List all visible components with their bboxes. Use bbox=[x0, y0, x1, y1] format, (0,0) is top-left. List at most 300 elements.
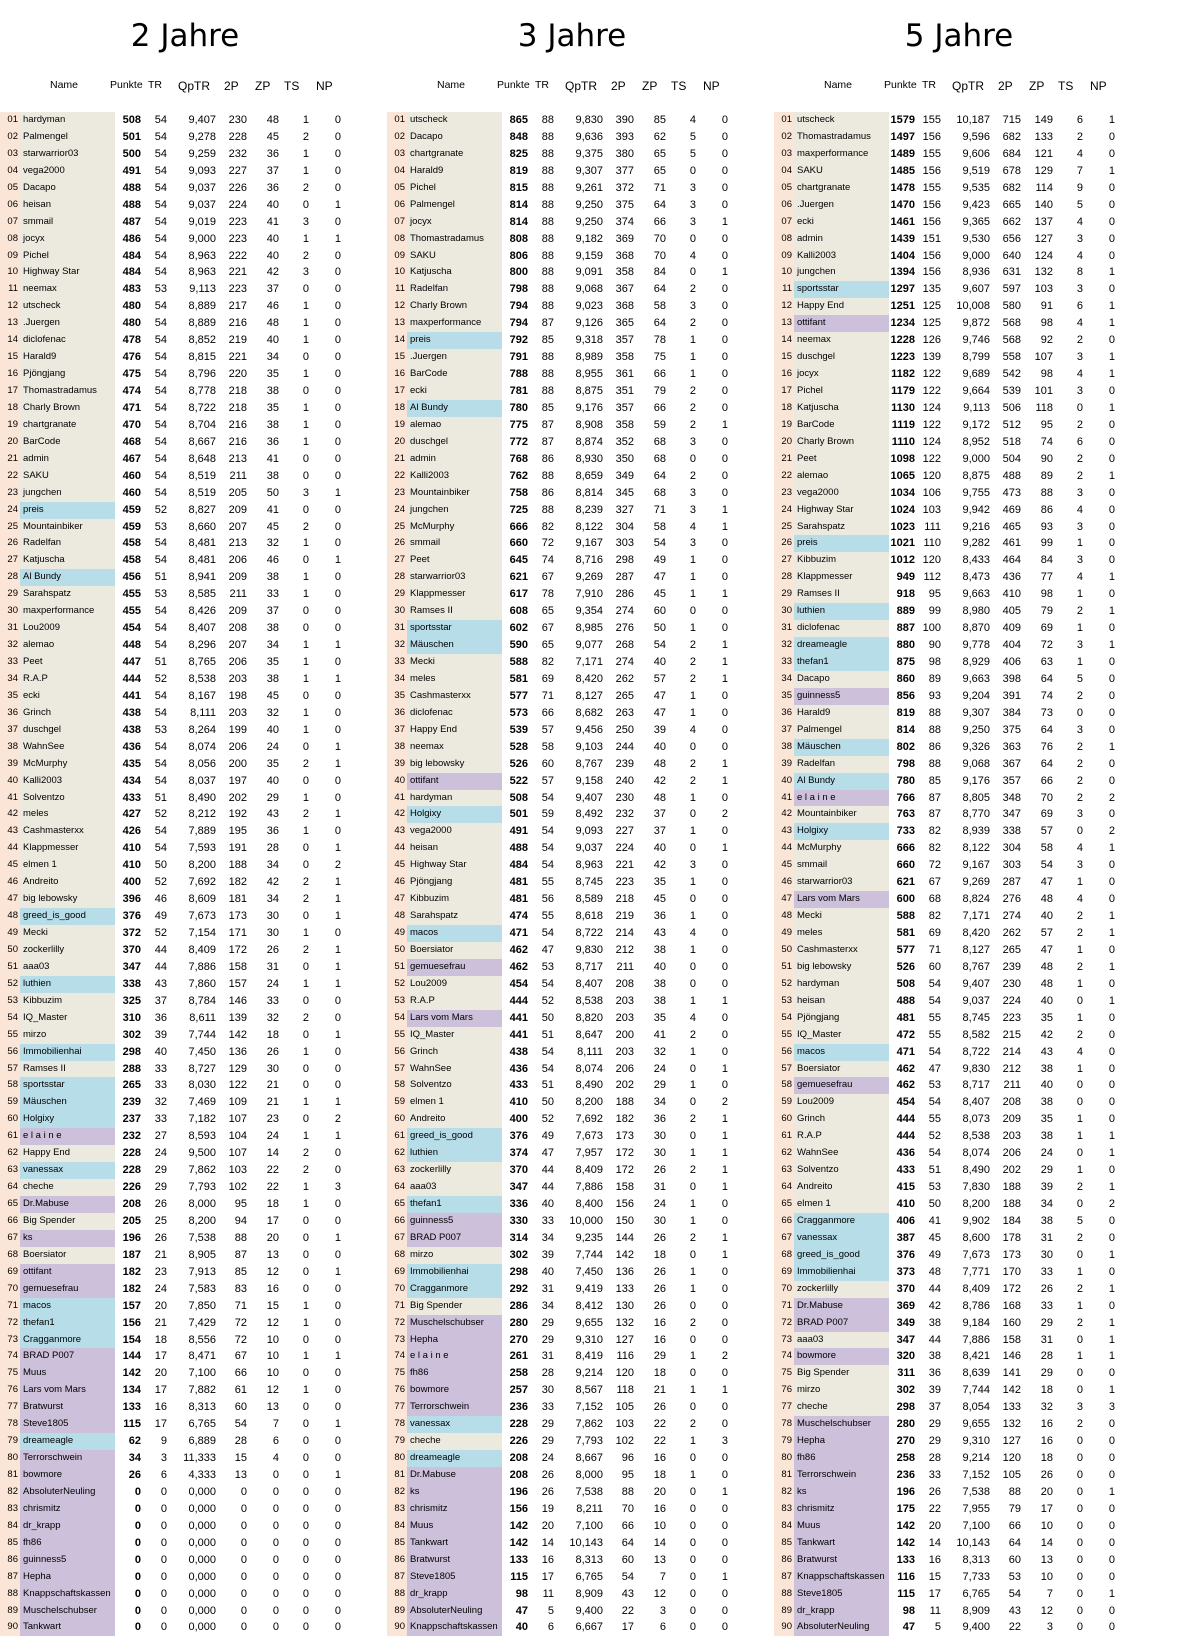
2p-cell: 188 bbox=[615, 1096, 634, 1109]
2p-cell: 188 bbox=[228, 859, 247, 872]
player-name-cell: vega2000 bbox=[20, 163, 115, 180]
tr-cell: 86 bbox=[928, 740, 941, 753]
zp-cell: 16 bbox=[653, 1502, 666, 1515]
tr-cell: 0 bbox=[160, 1485, 167, 1498]
2p-cell: 223 bbox=[228, 283, 247, 296]
ts-cell: 3 bbox=[689, 198, 696, 211]
2p-cell: 202 bbox=[1002, 1164, 1021, 1177]
rank-cell: 11 bbox=[0, 281, 20, 298]
punkte-cell: 433 bbox=[896, 1164, 915, 1177]
zp-cell: 26 bbox=[1040, 1282, 1053, 1295]
punkte-cell: 815 bbox=[509, 181, 528, 194]
tr-cell: 44 bbox=[154, 960, 167, 973]
np-cell: 0 bbox=[721, 1536, 728, 1549]
tr-cell: 9 bbox=[160, 1435, 167, 1448]
rank-cell: 68 bbox=[774, 1247, 794, 1264]
2p-cell: 158 bbox=[1002, 1333, 1021, 1346]
2p-cell: 66 bbox=[1008, 1519, 1021, 1532]
punkte-cell: 806 bbox=[509, 249, 528, 262]
punkte-cell: 349 bbox=[896, 1316, 915, 1329]
table-row bbox=[387, 1467, 777, 1484]
tr-cell: 31 bbox=[541, 1282, 554, 1295]
2p-cell: 95 bbox=[621, 1469, 634, 1481]
player-name-cell: Terrorschwein bbox=[20, 1450, 115, 1467]
zp-cell: 50 bbox=[653, 622, 666, 635]
ts-cell: 0 bbox=[689, 1062, 696, 1075]
zp-cell: 22 bbox=[266, 1181, 279, 1194]
tr-cell: 88 bbox=[541, 368, 554, 381]
np-cell: 1 bbox=[1108, 927, 1115, 939]
qptr-cell: 9,607 bbox=[962, 283, 990, 296]
table-row bbox=[774, 1535, 1164, 1552]
2p-cell: 357 bbox=[1002, 774, 1021, 787]
np-cell: 0 bbox=[334, 1519, 341, 1532]
ts-cell: 0 bbox=[1076, 994, 1083, 1007]
player-name-cell: Cashmasterxx bbox=[20, 823, 115, 840]
np-cell: 0 bbox=[334, 706, 341, 719]
qptr-cell: 9,407 bbox=[188, 114, 216, 126]
table-row bbox=[774, 1416, 1164, 1433]
ts-cell: 1 bbox=[1076, 1011, 1083, 1024]
qptr-cell: 8,875 bbox=[962, 469, 990, 482]
player-name-cell: bowmore bbox=[794, 1348, 889, 1365]
table-row bbox=[774, 146, 1164, 163]
rank-cell: 22 bbox=[774, 468, 794, 485]
np-cell: 1 bbox=[334, 757, 341, 770]
zp-cell: 118 bbox=[1035, 401, 1053, 414]
rank-cell: 79 bbox=[387, 1433, 407, 1450]
punkte-cell: 802 bbox=[896, 740, 915, 753]
np-cell: 0 bbox=[721, 147, 728, 160]
np-cell: 0 bbox=[721, 334, 728, 347]
np-cell: 1 bbox=[1108, 401, 1115, 414]
punkte-cell: 372 bbox=[122, 927, 141, 939]
qptr-cell: 7,152 bbox=[962, 1469, 990, 1481]
player-name-cell: Pichel bbox=[20, 248, 115, 265]
player-name-cell: Charly Brown bbox=[20, 400, 115, 417]
table-row bbox=[0, 840, 390, 857]
player-name-cell: gemuesefrau bbox=[20, 1281, 115, 1298]
player-name-cell: ks bbox=[794, 1484, 889, 1501]
player-name-cell: Dacapo bbox=[407, 129, 502, 146]
np-cell: 0 bbox=[721, 1079, 728, 1092]
punkte-cell: 588 bbox=[896, 910, 915, 923]
rank-cell: 15 bbox=[0, 349, 20, 366]
punkte-cell: 441 bbox=[122, 689, 141, 702]
2p-cell: 223 bbox=[228, 215, 247, 228]
rank-cell: 19 bbox=[774, 417, 794, 434]
punkte-cell: 320 bbox=[896, 1350, 915, 1363]
np-cell: 0 bbox=[334, 1079, 341, 1092]
player-name-cell: vega2000 bbox=[407, 823, 502, 840]
zp-cell: 47 bbox=[653, 706, 666, 719]
qptr-cell: 9,419 bbox=[575, 1282, 603, 1295]
header-ts: TS bbox=[1058, 79, 1074, 93]
rank-cell: 08 bbox=[774, 231, 794, 248]
np-cell: 1 bbox=[1108, 368, 1115, 381]
ts-cell: 3 bbox=[1076, 232, 1083, 245]
qptr-cell: 9,250 bbox=[575, 215, 603, 228]
zp-cell: 42 bbox=[653, 774, 666, 787]
np-cell: 1 bbox=[334, 198, 341, 211]
tr-cell: 47 bbox=[541, 943, 554, 956]
np-cell: 2 bbox=[721, 1350, 728, 1363]
np-cell: 0 bbox=[1108, 1502, 1115, 1515]
tr-cell: 88 bbox=[541, 130, 554, 143]
punkte-cell: 1065 bbox=[890, 469, 915, 482]
table-row bbox=[0, 1365, 390, 1382]
rank-cell: 27 bbox=[0, 552, 20, 569]
table-row bbox=[0, 1569, 390, 1586]
tr-cell: 111 bbox=[924, 520, 941, 533]
qptr-cell: 8,400 bbox=[575, 1198, 603, 1210]
rank-cell: 42 bbox=[0, 806, 20, 823]
player-name-cell: R.A.P bbox=[407, 993, 502, 1010]
punkte-cell: 484 bbox=[509, 859, 528, 872]
qptr-cell: 8,313 bbox=[962, 1553, 990, 1566]
ts-cell: 0 bbox=[302, 452, 309, 465]
2p-cell: 54 bbox=[1008, 1587, 1021, 1600]
np-cell: 0 bbox=[1108, 537, 1115, 550]
punkte-cell: 265 bbox=[122, 1079, 141, 1092]
ts-cell: 4 bbox=[1076, 249, 1083, 262]
np-cell: 0 bbox=[334, 791, 341, 804]
ts-cell: 0 bbox=[302, 1621, 309, 1634]
2p-cell: 239 bbox=[1002, 960, 1021, 973]
header-np: NP bbox=[703, 79, 720, 93]
np-cell: 1 bbox=[1108, 1384, 1115, 1397]
ts-cell: 4 bbox=[1076, 893, 1083, 906]
player-name-cell: Knappschaftskassen bbox=[794, 1569, 889, 1586]
tr-cell: 17 bbox=[928, 1587, 941, 1600]
player-name-cell: chartgranate bbox=[20, 417, 115, 434]
zp-cell: 50 bbox=[266, 486, 279, 499]
rank-cell: 45 bbox=[387, 857, 407, 874]
np-cell: 0 bbox=[334, 300, 341, 313]
tr-cell: 122 bbox=[922, 452, 941, 465]
tr-cell: 88 bbox=[928, 723, 941, 736]
player-name-cell: vanessax bbox=[794, 1230, 889, 1247]
zp-cell: 58 bbox=[653, 300, 666, 313]
tr-cell: 47 bbox=[928, 1062, 941, 1075]
tr-cell: 55 bbox=[928, 1011, 941, 1024]
table-row bbox=[774, 739, 1164, 756]
ts-cell: 0 bbox=[302, 198, 309, 211]
qptr-cell: 8,745 bbox=[962, 1011, 990, 1024]
ts-cell: 4 bbox=[1076, 842, 1083, 855]
rank-cell: 20 bbox=[387, 434, 407, 451]
2p-cell: 303 bbox=[1002, 859, 1021, 872]
rank-cell: 74 bbox=[387, 1348, 407, 1365]
punkte-cell: 860 bbox=[896, 672, 915, 685]
zp-cell: 54 bbox=[653, 537, 666, 550]
zp-cell: 0 bbox=[272, 1587, 279, 1600]
np-cell: 0 bbox=[721, 1214, 728, 1227]
table-row bbox=[387, 1315, 777, 1332]
qptr-cell: 8,963 bbox=[188, 249, 216, 262]
punkte-cell: 462 bbox=[896, 1062, 915, 1075]
ts-cell: 0 bbox=[302, 605, 309, 618]
qptr-cell: 0,000 bbox=[188, 1553, 216, 1566]
punkte-cell: 772 bbox=[509, 435, 528, 448]
np-cell: 0 bbox=[1108, 1604, 1115, 1617]
table-row bbox=[774, 1247, 1164, 1264]
qptr-cell: 8,073 bbox=[962, 1113, 990, 1126]
rank-cell: 29 bbox=[774, 586, 794, 603]
qptr-cell: 0,000 bbox=[188, 1519, 216, 1532]
punkte-cell: 1119 bbox=[891, 418, 915, 431]
punkte-cell: 470 bbox=[122, 418, 141, 431]
tr-cell: 23 bbox=[154, 1265, 167, 1278]
table-row bbox=[774, 502, 1164, 519]
zp-cell: 13 bbox=[266, 1401, 279, 1414]
player-name-cell: IQ_Master bbox=[20, 1010, 115, 1027]
table-row bbox=[0, 705, 390, 722]
table-row bbox=[0, 400, 390, 417]
2p-cell: 232 bbox=[228, 147, 247, 160]
qptr-cell: 8,519 bbox=[188, 469, 216, 482]
punkte-cell: 410 bbox=[509, 1096, 528, 1109]
zp-cell: 64 bbox=[1040, 672, 1053, 685]
qptr-cell: 8,567 bbox=[575, 1384, 603, 1397]
ts-cell: 1 bbox=[302, 706, 309, 719]
punkte-cell: 237 bbox=[122, 1113, 141, 1126]
tr-cell: 33 bbox=[154, 1079, 167, 1092]
rank-cell: 86 bbox=[0, 1552, 20, 1569]
table-row bbox=[387, 1433, 777, 1450]
punkte-cell: 115 bbox=[123, 1418, 141, 1431]
rank-cell: 64 bbox=[0, 1179, 20, 1196]
zp-cell: 66 bbox=[653, 401, 666, 414]
qptr-cell: 9,184 bbox=[962, 1316, 990, 1329]
punkte-cell: 314 bbox=[509, 1231, 528, 1244]
zp-cell: 59 bbox=[653, 418, 666, 431]
tr-cell: 52 bbox=[154, 808, 167, 821]
2p-cell: 367 bbox=[1002, 757, 1021, 770]
qptr-cell: 7,692 bbox=[575, 1113, 603, 1126]
table-row bbox=[774, 1399, 1164, 1416]
qptr-cell: 8,667 bbox=[575, 1452, 603, 1465]
qptr-cell: 8,824 bbox=[962, 893, 990, 906]
ts-cell: 2 bbox=[1076, 418, 1083, 431]
zp-cell: 29 bbox=[653, 1079, 666, 1092]
tr-cell: 55 bbox=[541, 876, 554, 889]
2p-cell: 61 bbox=[234, 1384, 247, 1397]
player-name-cell: ecki bbox=[20, 688, 115, 705]
player-name-cell: Thomastradamus bbox=[407, 231, 502, 248]
qptr-cell: 9,204 bbox=[962, 689, 990, 702]
qptr-cell: 8,200 bbox=[188, 859, 216, 872]
rank-cell: 83 bbox=[0, 1501, 20, 1518]
punkte-cell: 1489 bbox=[890, 147, 915, 160]
player-name-cell: diclofenac bbox=[20, 332, 115, 349]
player-name-cell: sportsstar bbox=[407, 620, 502, 637]
np-cell: 2 bbox=[721, 808, 728, 821]
zp-cell: 26 bbox=[653, 1265, 666, 1278]
punkte-cell: 1021 bbox=[890, 537, 915, 550]
table-row bbox=[774, 1433, 1164, 1450]
np-cell: 3 bbox=[721, 1435, 728, 1448]
2p-cell: 66 bbox=[234, 1367, 247, 1380]
rank-cell: 47 bbox=[774, 891, 794, 908]
2p-cell: 203 bbox=[615, 994, 634, 1007]
player-name-cell: Steve1805 bbox=[407, 1569, 502, 1586]
ts-cell: 0 bbox=[302, 351, 309, 364]
rank-cell: 52 bbox=[387, 976, 407, 993]
punkte-cell: 376 bbox=[509, 1130, 528, 1143]
rank-cell: 07 bbox=[387, 214, 407, 231]
np-cell: 0 bbox=[334, 1570, 341, 1583]
tr-cell: 16 bbox=[154, 1401, 167, 1414]
2p-cell: 203 bbox=[615, 1045, 634, 1058]
header-np: NP bbox=[1090, 79, 1107, 93]
punkte-cell: 396 bbox=[122, 893, 141, 906]
np-cell: 0 bbox=[334, 825, 341, 838]
punkte-cell: 280 bbox=[509, 1316, 528, 1329]
punkte-cell: 1461 bbox=[890, 215, 915, 228]
ts-cell: 2 bbox=[689, 774, 696, 787]
table-row bbox=[387, 705, 777, 722]
player-name-cell: .Juergen bbox=[407, 349, 502, 366]
zp-cell: 36 bbox=[266, 147, 279, 160]
tr-cell: 54 bbox=[154, 266, 167, 279]
rank-cell: 13 bbox=[0, 315, 20, 332]
punkte-cell: 444 bbox=[896, 1130, 915, 1143]
punkte-cell: 144 bbox=[122, 1350, 141, 1363]
qptr-cell: 8,200 bbox=[188, 1214, 216, 1227]
zp-cell: 17 bbox=[1040, 1502, 1053, 1515]
punkte-cell: 196 bbox=[122, 1231, 141, 1244]
np-cell: 0 bbox=[1108, 706, 1115, 719]
ts-cell: 1 bbox=[1076, 622, 1083, 635]
np-cell: 1 bbox=[721, 1181, 728, 1194]
2p-cell: 172 bbox=[615, 1147, 634, 1160]
punkte-cell: 438 bbox=[122, 706, 141, 719]
rank-cell: 73 bbox=[387, 1332, 407, 1349]
tr-cell: 5 bbox=[934, 1621, 941, 1634]
2p-cell: 504 bbox=[1002, 452, 1021, 465]
tr-cell: 69 bbox=[541, 672, 554, 685]
tr-cell: 26 bbox=[154, 1198, 167, 1210]
qptr-cell: 9,235 bbox=[575, 1231, 603, 1244]
rank-cell: 09 bbox=[0, 248, 20, 265]
table-row bbox=[387, 959, 777, 976]
qptr-cell: 7,538 bbox=[962, 1485, 990, 1498]
table-row bbox=[387, 163, 777, 180]
player-name-cell: alemao bbox=[20, 637, 115, 654]
player-name-cell: starwarrior03 bbox=[20, 146, 115, 163]
tr-cell: 50 bbox=[541, 1011, 554, 1024]
tr-cell: 44 bbox=[541, 1181, 554, 1194]
2p-cell: 265 bbox=[1002, 943, 1021, 956]
tr-cell: 156 bbox=[922, 164, 941, 177]
2p-cell: 352 bbox=[615, 435, 634, 448]
punkte-cell: 369 bbox=[896, 1299, 915, 1312]
2p-cell: 230 bbox=[615, 791, 634, 804]
np-cell: 1 bbox=[334, 740, 341, 753]
2p-cell: 368 bbox=[615, 300, 634, 313]
player-name-cell: starwarrior03 bbox=[794, 874, 889, 891]
punkte-cell: 374 bbox=[509, 1147, 528, 1160]
ts-cell: 0 bbox=[302, 554, 309, 567]
2p-cell: 287 bbox=[615, 571, 634, 584]
tr-cell: 16 bbox=[541, 1553, 554, 1566]
zp-cell: 48 bbox=[653, 757, 666, 770]
punkte-cell: 336 bbox=[509, 1198, 528, 1210]
table-row bbox=[387, 112, 777, 129]
2p-cell: 207 bbox=[228, 639, 247, 652]
table-row bbox=[0, 349, 390, 366]
rank-cell: 63 bbox=[774, 1162, 794, 1179]
table-row bbox=[0, 1450, 390, 1467]
ts-cell: 2 bbox=[302, 249, 309, 262]
qptr-cell: 8,908 bbox=[575, 418, 603, 431]
ts-cell: 0 bbox=[302, 774, 309, 787]
qptr-cell: 8,200 bbox=[962, 1198, 990, 1210]
rank-cell: 33 bbox=[774, 654, 794, 671]
qptr-cell: 7,889 bbox=[188, 825, 216, 838]
ts-cell: 3 bbox=[1076, 639, 1083, 652]
player-name-cell: meles bbox=[20, 806, 115, 823]
qptr-cell: 9,000 bbox=[188, 232, 216, 245]
zp-cell: 33 bbox=[266, 994, 279, 1007]
qptr-cell: 8,727 bbox=[188, 1062, 216, 1075]
zp-cell: 21 bbox=[653, 1384, 666, 1397]
table-row bbox=[774, 1145, 1164, 1162]
tr-cell: 124 bbox=[922, 435, 941, 448]
qptr-cell: 8,820 bbox=[575, 1011, 603, 1024]
np-cell: 2 bbox=[721, 1096, 728, 1109]
player-name-cell: thefan1 bbox=[794, 654, 889, 671]
np-cell: 0 bbox=[334, 368, 341, 381]
ts-cell: 0 bbox=[689, 605, 696, 618]
zp-cell: 98 bbox=[1040, 368, 1053, 381]
2p-cell: 105 bbox=[1002, 1469, 1021, 1481]
qptr-cell: 0,000 bbox=[188, 1485, 216, 1498]
qptr-cell: 9,282 bbox=[962, 537, 990, 550]
zp-cell: 70 bbox=[653, 232, 666, 245]
np-cell: 0 bbox=[721, 723, 728, 736]
zp-cell: 30 bbox=[653, 1130, 666, 1143]
ts-cell: 3 bbox=[302, 486, 309, 499]
qptr-cell: 9,278 bbox=[188, 130, 216, 143]
table-row bbox=[0, 1213, 390, 1230]
2p-cell: 265 bbox=[615, 689, 634, 702]
tr-cell: 17 bbox=[154, 1418, 167, 1431]
table-row bbox=[774, 790, 1164, 807]
table-row bbox=[0, 1433, 390, 1450]
qptr-cell: 9,596 bbox=[962, 130, 990, 143]
table-row bbox=[774, 281, 1164, 298]
player-name-cell: SAKU bbox=[20, 468, 115, 485]
zp-cell: 29 bbox=[1040, 1316, 1053, 1329]
np-cell: 0 bbox=[334, 452, 341, 465]
table-row bbox=[387, 891, 777, 908]
rank-cell: 35 bbox=[0, 688, 20, 705]
zp-cell: 26 bbox=[653, 1299, 666, 1312]
np-cell: 0 bbox=[721, 927, 728, 939]
2p-cell: 262 bbox=[615, 672, 634, 685]
rank-cell: 26 bbox=[387, 535, 407, 552]
zp-cell: 35 bbox=[266, 656, 279, 668]
tr-cell: 40 bbox=[154, 1045, 167, 1058]
tr-cell: 90 bbox=[928, 639, 941, 652]
player-name-cell: aaa03 bbox=[20, 959, 115, 976]
table-row bbox=[774, 400, 1164, 417]
np-cell: 1 bbox=[334, 1469, 341, 1481]
table-row bbox=[0, 976, 390, 993]
ts-cell: 0 bbox=[302, 1333, 309, 1346]
